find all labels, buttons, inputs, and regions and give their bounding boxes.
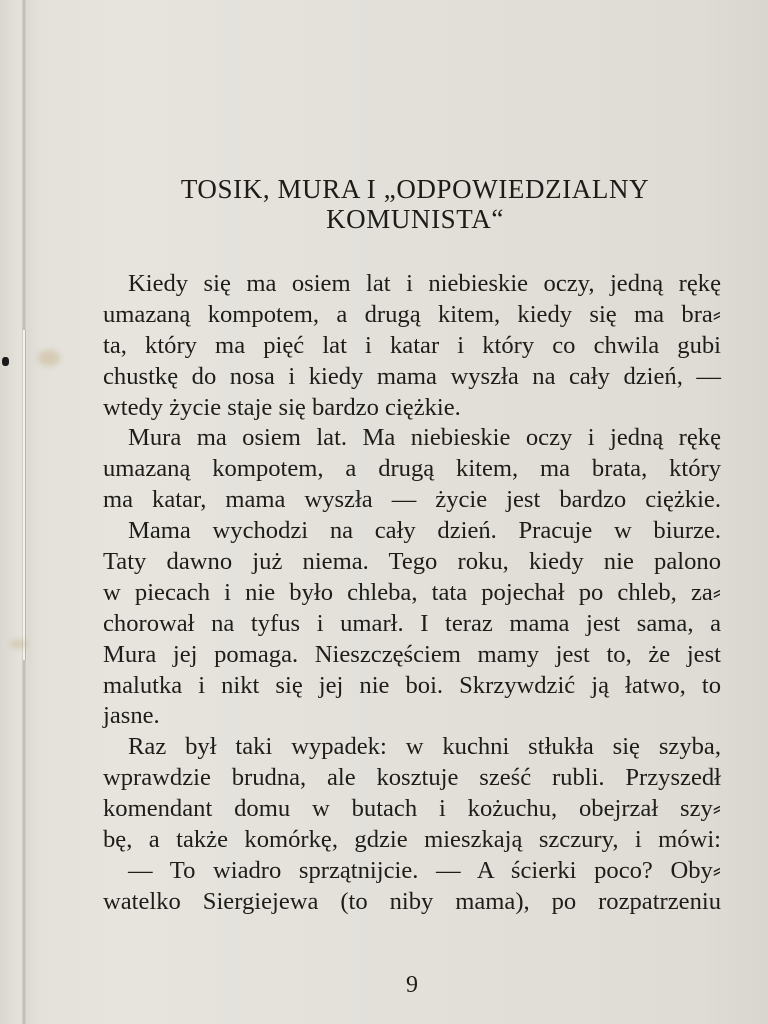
text-line: Mura jej pomaga. Nieszczęściem mamy jest to, że jest (103, 640, 721, 668)
text-line: chorował na tyfus i umarł. I teraz mama jest sama, a (103, 609, 721, 637)
text-line: malutka i nikt się jej nie boi. Skrzywdzić ją łatwo, to (103, 671, 721, 699)
text-line: bę, a także komórkę, gdzie mieszkają szczury, i mówi: (103, 826, 721, 854)
text-line: Raz był taki wypadek: w kuchni stłukła się szyba, (128, 733, 721, 761)
text-line: chustkę do nosa i kiedy mama wyszła na cały dzień, — (103, 362, 721, 390)
text-line: watelko Siergiejewa (to niby mama), po rozpatrzeniu (103, 887, 721, 915)
chapter-title (100, 174, 730, 234)
chapter-title-line-1: TOSIK, MURA I „ODPOWIEDZIALNY (180, 174, 650, 204)
text-line: — To wiadro sprzątnijcie. — A ścierki poco? Oby⸗ (128, 856, 721, 884)
text-line: umazaną kompotem, a drugą kitem, kiedy się ma bra⸗ (103, 300, 721, 328)
text-line: komendant domu w butach i kożuchu, obejrzał szy⸗ (103, 795, 721, 823)
chapter-title-line-2: KOMUNISTA“ (326, 204, 504, 234)
text-line: umazaną kompotem, a drugą kitem, ma brata, który (103, 455, 721, 483)
paper-stain (10, 640, 28, 648)
text-line: ma katar, mama wyszła — życie jest bardzo ciężkie. (103, 486, 721, 514)
paper-stain (38, 350, 60, 366)
text-line: Kiedy się ma osiem lat i niebieskie oczy, jedną rękę (128, 270, 721, 297)
page-number: 9 (406, 972, 418, 998)
text-line: Mama wychodzi na cały dzień. Pracuje w biurze. (128, 517, 721, 545)
text-line: w piecach i nie było chleba, tata pojechał po chleb, za⸗ (103, 578, 721, 606)
binding-thread (23, 330, 25, 660)
text-line: wprawdzie brudna, ale kosztuje sześć rubli. Przyszedł (103, 764, 721, 792)
text-line: wtedy życie staje się bardzo ciężkie. (103, 393, 461, 421)
body-text (103, 269, 721, 918)
ink-spot (2, 357, 9, 366)
text-line: ta, który ma pięć lat i katar i który co chwila gubi (103, 331, 721, 359)
text-line: jasne. (103, 702, 160, 730)
text-line: Taty dawno już niema. Tego roku, kiedy nie palono (103, 548, 721, 576)
text-line: Mura ma osiem lat. Ma niebieskie oczy i jedną rękę (128, 424, 721, 452)
